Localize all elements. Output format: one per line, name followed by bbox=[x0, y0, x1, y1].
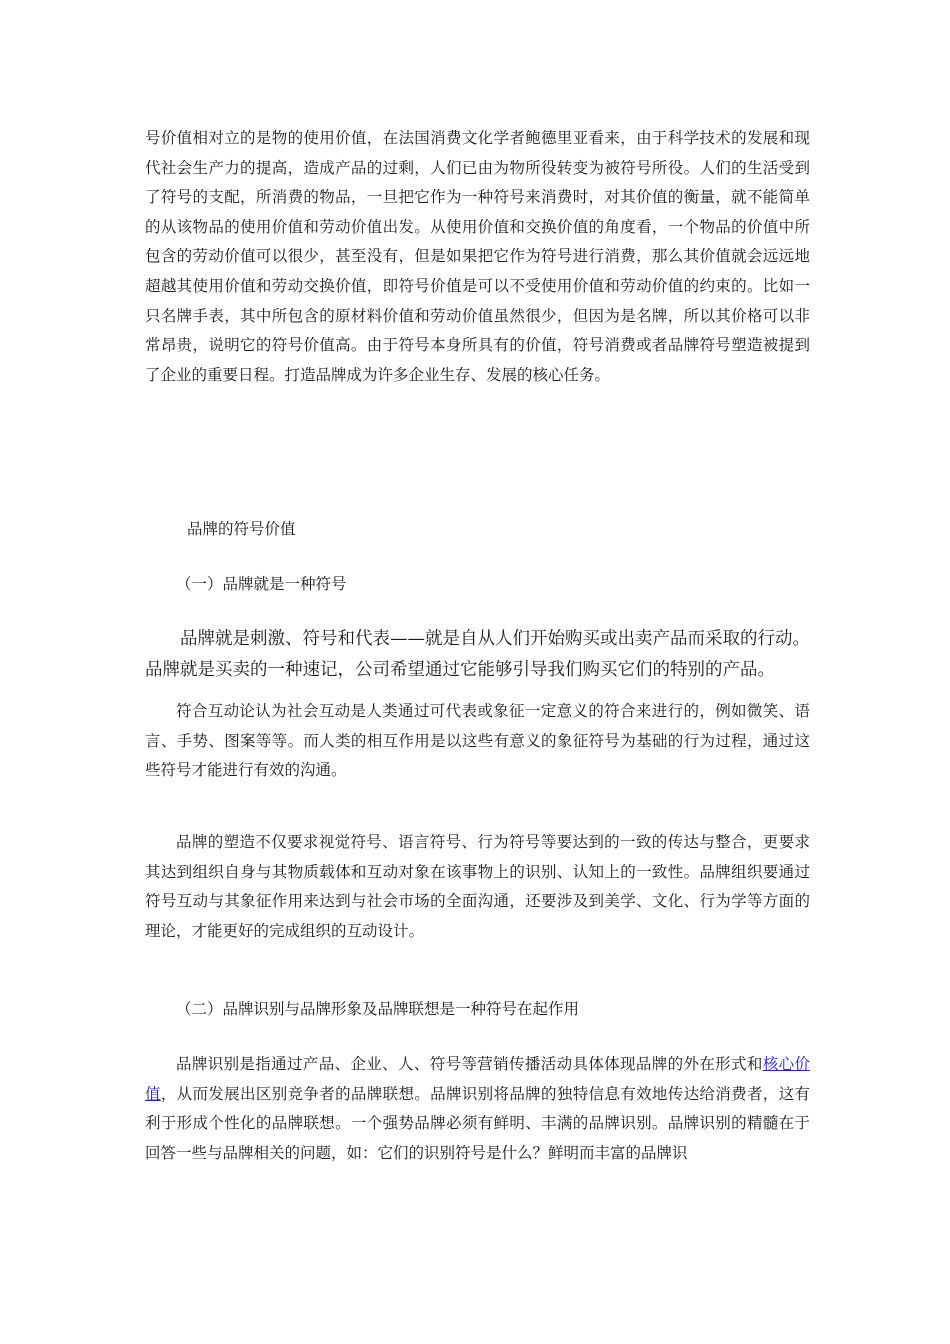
paragraph-brand-definition: 品牌就是刺激、符号和代表——就是自从人们开始购买或出卖产品而采取的行动。品牌就是买卖的一种速记，公司希望通过它能够引导我们购买它们的特别的产品。 bbox=[145, 629, 810, 680]
subheading-brand-identity: （二）品牌识别与品牌形象及品牌联想是一种符号在起作用 bbox=[176, 1000, 580, 1018]
paragraph-symbolic-interaction: 符合互动论认为社会互动是人类通过可代表或象征一定意义的符合来进行的，例如微笑、语言、手势、图案等等。而人类的相互作用是以这些有意义的象征符号为基础的行为过程，通过这些符号才能进行有效的沟通。 bbox=[145, 702, 810, 780]
subheading-brand-is-symbol: （一）品牌就是一种符号 bbox=[176, 575, 347, 593]
paragraph-text-before-link: 品牌识别是指通过产品、企业、人、符号等营销传播活动具体体现品牌的外在形式和 bbox=[176, 1055, 763, 1073]
paragraph-brand-shaping: 品牌的塑造不仅要求视觉符号、语言符号、行为符号等要达到的一致的传达与整合，更要求其达到组织自身与其物质载体和互动对象在该事物上的识别、认知上的一致性。品牌组织要通过符号互动与其象征作用来达到与社会市场的全面沟通，还要涉及到美学、文化、行为学等方面的理论，才能更好的完成组织的互动设计。 bbox=[145, 833, 810, 940]
core-value-link[interactable]: 核心价值 bbox=[145, 1055, 810, 1103]
paragraph-symbol-value-intro: 号价值相对立的是物的使用价值，在法国消费文化学者鲍德里亚看来，由于科学技术的发展和现代社会生产力的提高，造成产品的过剩，人们已由为物所役转变为被符号所役。人们的生活受到了符号的支配，所消费的物品，一旦把它作为一种符号来消费时，对其价值的衡量，就不能简单的从该物品的使用价值和劳动价值出发。从使用价值和交换价值的角度看，一个物品的价值中所包含的劳动价值可以很少，甚至没有，但是如果把它作为符号进行消费，那么其价值就会远远地超越其使用价值和劳动交换价值，即符号价值是可以不受使用价值和劳动价值的约束的。比如一只名牌手表，其中所包含的原材料价值和劳动价值虽然很少，但因为是名牌，所以其价格可以非常昂贵，说明它的符号价值高。由于符号本身所具有的价值，符号消费或者品牌符号塑造被提到了企业的重要日程。打造品牌成为许多企业生存、发展的核心任务。 bbox=[145, 129, 810, 384]
paragraph-brand-identity bbox=[145, 1050, 810, 1168]
section-heading-brand-symbol-value: 品牌的符号价值 bbox=[187, 520, 296, 538]
paragraph-text-after-link: ，从而发展出区别竞争者的品牌联想。品牌识别将品牌的独特信息有效地传达给消费者，这有利于形成个性化的品牌联想。一个强势品牌必须有鲜明、丰满的品牌识别。品牌识别的精髓在于回答一些与品牌相关的问题，如：它们的识别符号是什么？鲜明而丰富的品牌识 bbox=[145, 1084, 810, 1162]
